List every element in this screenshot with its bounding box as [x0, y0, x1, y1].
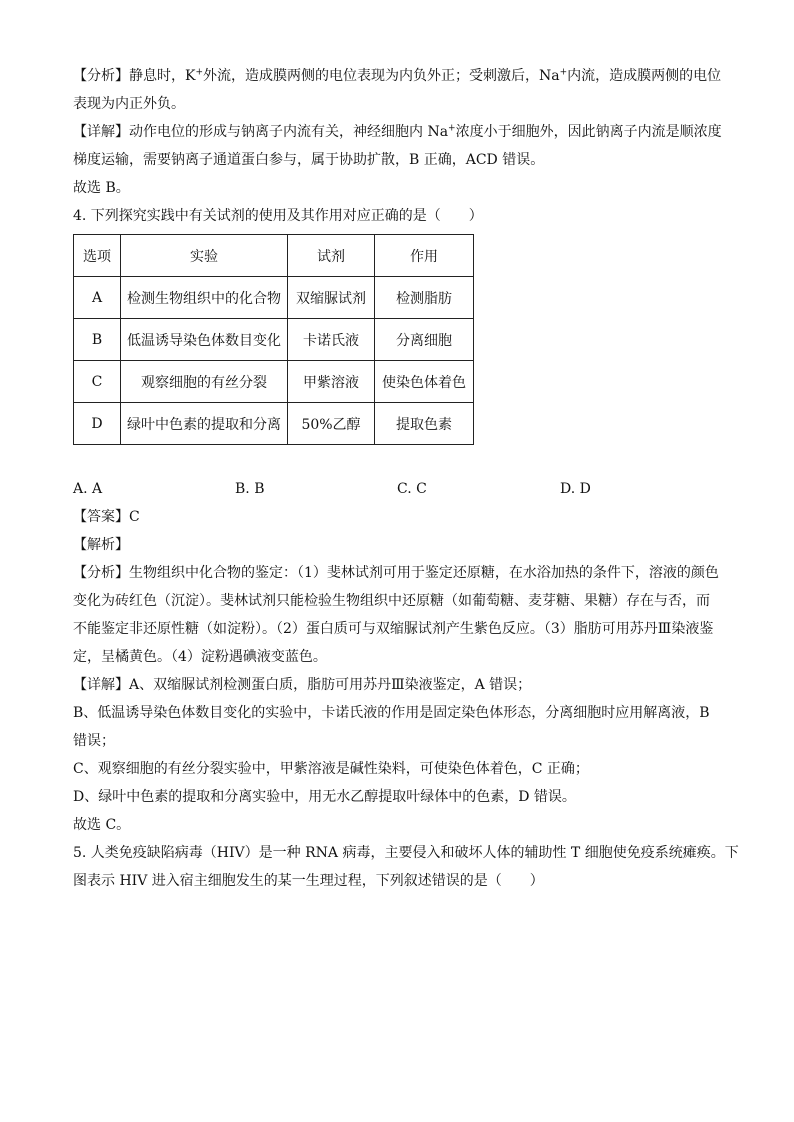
table-cell: 使染色体着色	[375, 361, 474, 403]
table-cell: 卡诺氏液	[288, 319, 375, 361]
table-cell: 提取色素	[375, 403, 474, 445]
table-cell: 双缩脲试剂	[288, 277, 375, 319]
table-cell: 分离细胞	[375, 319, 474, 361]
q3-analysis-line-1: 【分析】静息时，K+外流，造成膜两侧的电位表现为内负外正；受刺激后，Na+内流，造成膜两侧的电位	[73, 67, 722, 84]
table-header-cell: 试剂	[288, 235, 375, 277]
table-row	[74, 403, 474, 445]
table-row	[74, 361, 474, 403]
q4-detail-line-2: B、低温诱导染色体数目变化的实验中，卡诺氏液的作用是固定染色体形态，分离细胞时应用解离液，B	[73, 705, 710, 721]
option-b: B. B	[235, 481, 265, 497]
q4-stem: 4. 下列探究实践中有关试剂的使用及其作用对应正确的是（ ）	[73, 208, 483, 224]
q4-choose: 故选 C。	[73, 817, 131, 833]
option-c: C. C	[397, 481, 427, 497]
table-header-cell: 实验	[121, 235, 288, 277]
table-header-row	[74, 235, 474, 277]
table-cell: 低温诱导染色体数目变化	[121, 319, 288, 361]
table-cell: 50%乙醇	[288, 403, 375, 445]
q5-stem-line-2: 图表示 HIV 进入宿主细胞发生的某一生理过程，下列叙述错误的是（ ）	[73, 873, 544, 889]
q3-detail-line-1: 【详解】动作电位的形成与钠离子内流有关，神经细胞内 Na+浓度小于细胞外，因此钠离子内流是顺浓度	[73, 123, 722, 140]
q4-table	[73, 234, 474, 445]
q5-stem-line-1: 5. 人类免疫缺陷病毒（HIV）是一种 RNA 病毒，主要侵入和破坏人体的辅助性 T 细胞使免疫系统瘫痪。下	[73, 845, 739, 861]
table-cell: A	[74, 277, 121, 319]
table-cell: 绿叶中色素的提取和分离	[121, 403, 288, 445]
q4-detail-line-1: 【详解】A、双缩脲试剂检测蛋白质，脂肪可用苏丹Ⅲ染液鉴定，A 错误；	[73, 677, 532, 693]
table-header-cell: 作用	[375, 235, 474, 277]
table-header-cell: 选项	[74, 235, 121, 277]
table-cell: 观察细胞的有丝分裂	[121, 361, 288, 403]
table-row	[74, 319, 474, 361]
q4-analysis-line-2: 变化为砖红色（沉淀）。斐林试剂只能检验生物组织中还原糖（如葡萄糖、麦芽糖、果糖）存在与否，而	[73, 593, 710, 609]
table-cell: D	[74, 403, 121, 445]
q4-detail-line-5: D、绿叶中色素的提取和分离实验中，用无水乙醇提取叶绿体中的色素，D 错误。	[73, 789, 576, 805]
option-d: D. D	[560, 481, 591, 497]
q3-choose: 故选 B。	[73, 180, 130, 196]
table-cell: B	[74, 319, 121, 361]
table-cell: 甲紫溶液	[288, 361, 375, 403]
q3-detail-line-2: 梯度运输，需要钠离子通道蛋白参与，属于协助扩散，B 正确，ACD 错误。	[73, 152, 545, 168]
q4-options	[73, 475, 723, 503]
q3-analysis-line-2: 表现为内正外负。	[73, 96, 185, 112]
document-page	[73, 62, 739, 895]
table-cell: 检测生物组织中的化合物	[121, 277, 288, 319]
q4-detail-line-3: 错误；	[73, 733, 115, 749]
table-cell: 检测脂肪	[375, 277, 474, 319]
table-cell: C	[74, 361, 121, 403]
table-row	[74, 277, 474, 319]
q4-analysis-line-4: 定，呈橘黄色。（4）淀粉遇碘液变蓝色。	[73, 649, 327, 665]
q4-jiexi: 【解析】	[73, 537, 129, 553]
option-a: A. A	[73, 481, 103, 497]
q4-answer: 【答案】C	[73, 509, 140, 525]
q4-analysis-line-3: 不能鉴定非还原性糖（如淀粉）。（2）蛋白质可与双缩脲试剂产生紫色反应。（3）脂肪可用苏丹Ⅲ染液鉴	[73, 621, 714, 637]
q4-analysis-line-1: 【分析】生物组织中化合物的鉴定：（1）斐林试剂可用于鉴定还原糖，在水浴加热的条件下，溶液的颜色	[73, 565, 719, 581]
q4-detail-line-4: C、观察细胞的有丝分裂实验中，甲紫溶液是碱性染料，可使染色体着色，C 正确；	[73, 761, 589, 777]
